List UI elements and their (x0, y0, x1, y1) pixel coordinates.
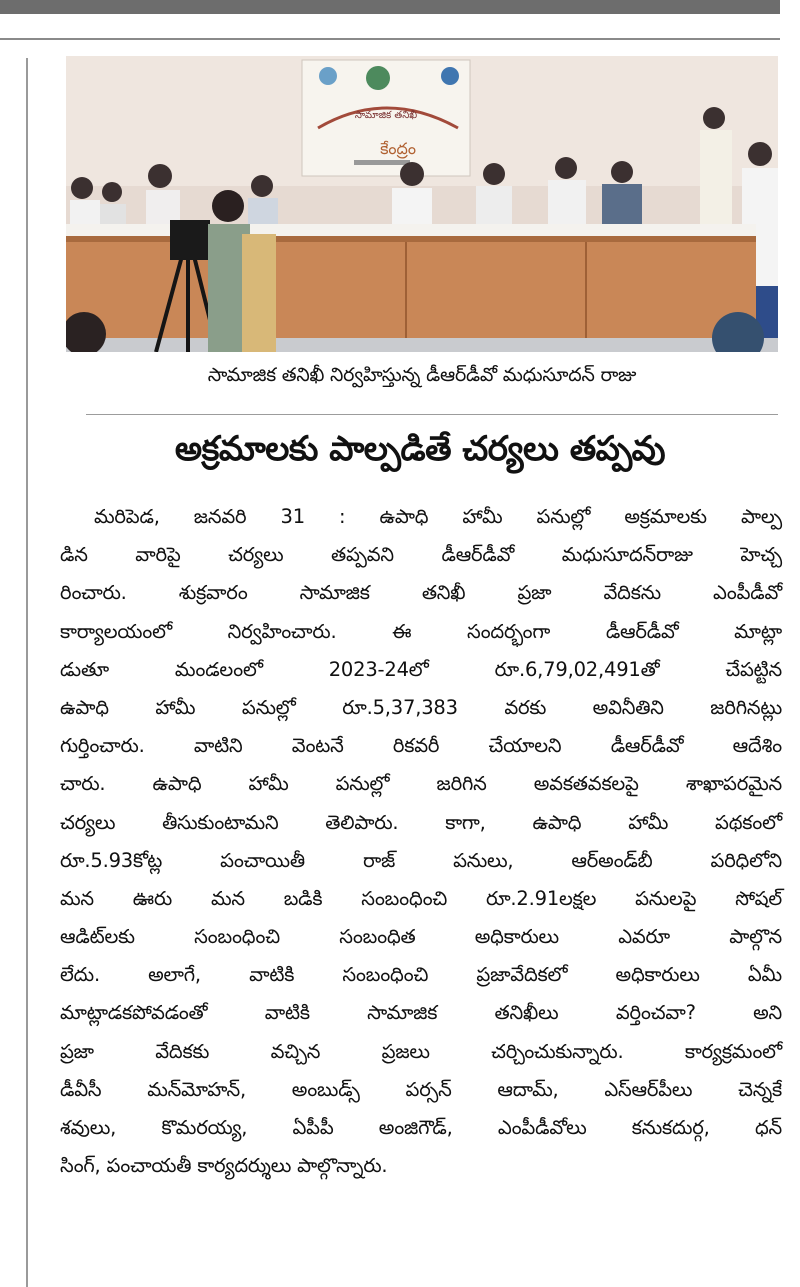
photo-caption: సామాజిక తనిఖీ నిర్వహిస్తున్న డీఆర్‌డీవో మధుసూదన్‌ రాజు (207, 364, 637, 386)
article-line: చర్యలు తీసుకుంటామని తెలిపారు. కాగా, ఉపాధి హామీ పథకంలో (60, 810, 782, 834)
article-line: కార్యాలయంలో నిర్వహించారు. ఈ సందర్భంగా డీఆర్‌డీవో మాట్లా (60, 619, 782, 643)
article-line: చారు. ఉపాధి హామీ పనుల్లో జరిగిన అవకతవకలపై శాఖాపరమైన (60, 772, 782, 796)
article-line: మన ఊరు మన బడికి సంబంధించి రూ.2.91లక్షల పనులపై సోషల్‌ (60, 886, 782, 910)
header-bar (0, 0, 780, 14)
event-banner (302, 60, 470, 176)
article-body (60, 498, 782, 1185)
caption-divider (86, 414, 778, 415)
article-line: లేదు. అలాగే, వాటికి సంబంధించి ప్రజావేదికలో అధికారులు ఏమీ (60, 963, 782, 987)
article-line: ప్రజా వేదికకు వచ్చిన ప్రజలు చర్చించుకున్నారు. కార్యక్రమంలో (60, 1039, 782, 1063)
article-line: డుతూ మండలంలో 2023-24లో రూ.6,79,02,491తో చేపట్టిన (60, 657, 782, 681)
article-line: డీవీసీ మన్‌మోహన్‌, అంబుడ్స్‌ పర్సన్‌ ఆదామ్‌, ఎస్‌ఆర్‌పీలు చెన్నకే (60, 1077, 782, 1101)
article-line: డిన వారిపై చర్యలు తప్పవని డీఆర్‌డీవో మధుసూదన్‌రాజు హెచ్చ (60, 543, 782, 567)
banner-line-2: కేంద్రం (380, 139, 416, 158)
column-divider (26, 58, 28, 1287)
news-photo (66, 56, 778, 352)
article-line: ఉపాధి హామీ పనుల్లో రూ.5,37,383 వరకు అవినీతిని జరిగినట్లు (60, 695, 782, 719)
article-line: రించారు. శుక్రవారం సామాజిక తనిఖీ ప్రజా వేదికను ఎంపీడీవో (60, 581, 782, 605)
article-line: ఆడిట్‌లకు సంబంధించి సంబంధిత అధికారులు ఎవరూ పాల్గొన (60, 925, 782, 949)
article-line: శవులు, కొమరయ్య, ఏపీపీ అంజిగౌడ్‌, ఎంపీడీవోలు కనుకదుర్గ, ధన్‌ (60, 1116, 782, 1139)
article-line: మరిపెడ, జనవరి 31 : ఉపాధి హామీ పనుల్లో అక్రమాలకు పాల్ప (94, 505, 782, 528)
article-line: మాట్లాడకపోవడంతో వాటికి సామాజిక తనిఖీలు వర్తించవా? అని (60, 1001, 782, 1025)
header-divider (0, 38, 780, 40)
article-headline: అక్రమాలకు పాల్పడితే చర్యలు తప్పవు (174, 429, 666, 469)
article-line: సింగ్‌, పంచాయతీ కార్యదర్శులు పాల్గొన్నారు. (60, 1154, 388, 1178)
article-line: రూ.5.93కోట్ల పంచాయితీ రాజ్‌ పనులు, ఆర్‌అండ్‌బీ పరిధిలోని (60, 848, 782, 872)
banner-line-1: సామాజిక తనిఖీ (354, 110, 418, 121)
article-line: గుర్తించారు. వాటిని వెంటనే రికవరీ చేయాలని డీఆర్‌డీవో ఆదేశిం (60, 734, 782, 758)
